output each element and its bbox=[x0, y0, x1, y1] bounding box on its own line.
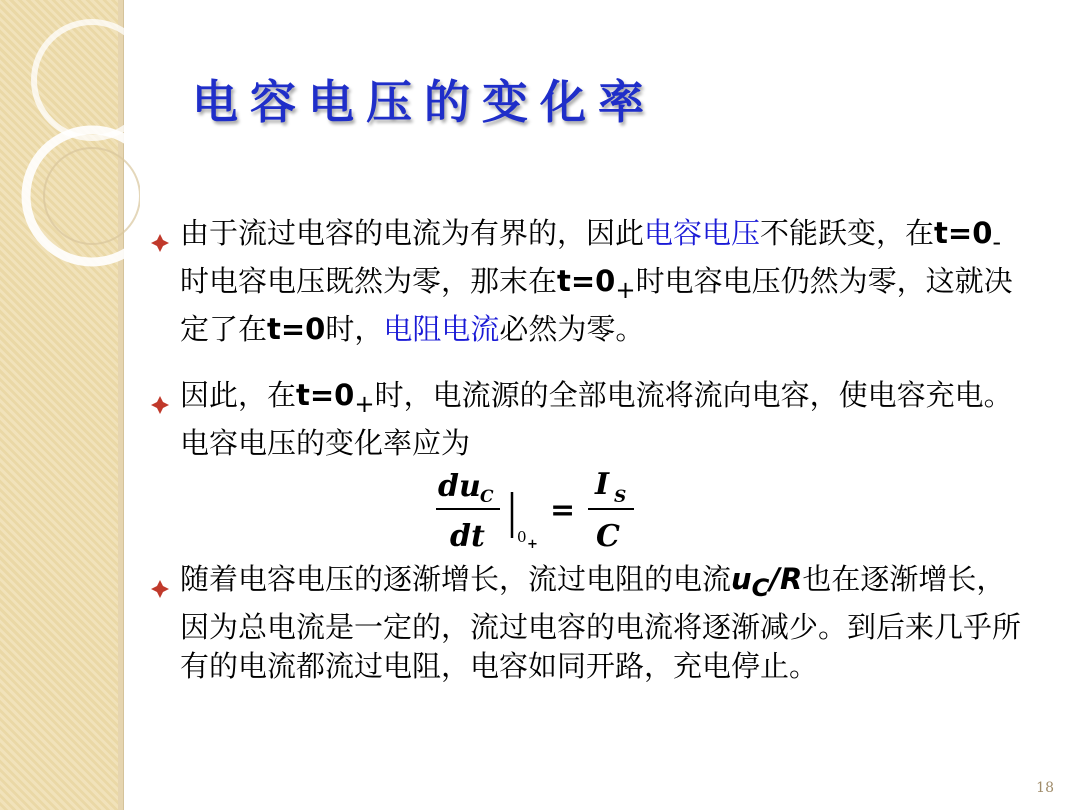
subscript-minus: - bbox=[992, 227, 1002, 256]
ring-inner bbox=[44, 148, 140, 244]
formula-equals: = bbox=[550, 493, 576, 528]
highlight-resistor-current: 电阻电流 bbox=[383, 311, 500, 346]
bullet-2-text bbox=[180, 376, 1030, 463]
diamond-bullet-icon bbox=[150, 570, 170, 590]
ring-top bbox=[34, 22, 140, 138]
text-run: 不能跃变，在 bbox=[760, 216, 935, 250]
slide-title: 电容电压的变化率 bbox=[192, 75, 656, 129]
text-run: 因此，在 bbox=[180, 378, 297, 412]
bullet-3 bbox=[150, 560, 1030, 686]
subscript-plus: + bbox=[354, 389, 375, 418]
text-run: 时，电流源的全部电流将流向电容，使电容充电。电容电压的变化率应为 bbox=[180, 378, 1013, 460]
math-t0: t=0 bbox=[557, 263, 616, 298]
math-over-r: /R bbox=[769, 562, 803, 596]
bullet-3-text bbox=[180, 560, 1030, 686]
math-t0: t=0 bbox=[267, 311, 326, 346]
bullet-1-text bbox=[180, 214, 1030, 349]
math-t0: t=0 bbox=[296, 378, 355, 412]
formula-lhs-numerator-sub: C bbox=[480, 487, 494, 507]
text-run: 随着电容电压的逐渐增长，流过电阻的电流 bbox=[180, 562, 732, 596]
bullet-1 bbox=[150, 214, 1030, 349]
formula bbox=[430, 462, 650, 558]
page-number: 18 bbox=[1036, 780, 1054, 796]
formula-eval-sup: + bbox=[527, 537, 538, 552]
formula-rhs-numerator-sub: S bbox=[614, 487, 627, 507]
text-run: 必然为零。 bbox=[499, 311, 645, 346]
diamond-bullet-icon bbox=[150, 224, 170, 244]
text-run: 时电容电压既然为零，那末在 bbox=[180, 263, 558, 298]
diamond-bullet-icon bbox=[150, 386, 170, 406]
formula-eval-at: 0 bbox=[517, 528, 527, 546]
math-u: u bbox=[731, 562, 752, 596]
subscript-c: C bbox=[751, 573, 770, 602]
text-run: 时， bbox=[325, 311, 384, 346]
decorative-rings bbox=[0, 0, 140, 330]
formula-rhs-numerator: I bbox=[595, 467, 610, 502]
math-t0: t=0 bbox=[934, 216, 993, 250]
formula-rhs-denominator: C bbox=[596, 519, 620, 554]
text-run: 时电容电压仍然为零，这就决定了在 bbox=[180, 263, 1013, 346]
text-run: 由于流过电容的电流为有界的，因此 bbox=[180, 216, 645, 250]
formula-lhs-numerator: du bbox=[438, 469, 481, 504]
text-run: 也在逐渐增长，因为总电流是一定的，流过电容的电流将逐渐减少。到后来几乎所有的电流都流过电阻，电容如同开路，充电停止。 bbox=[180, 562, 1022, 683]
formula-lhs-denominator: dt bbox=[450, 519, 485, 554]
subscript-plus: + bbox=[615, 275, 636, 304]
highlight-capacitor-voltage: 电容电压 bbox=[644, 216, 761, 250]
bullet-2 bbox=[150, 376, 1030, 463]
